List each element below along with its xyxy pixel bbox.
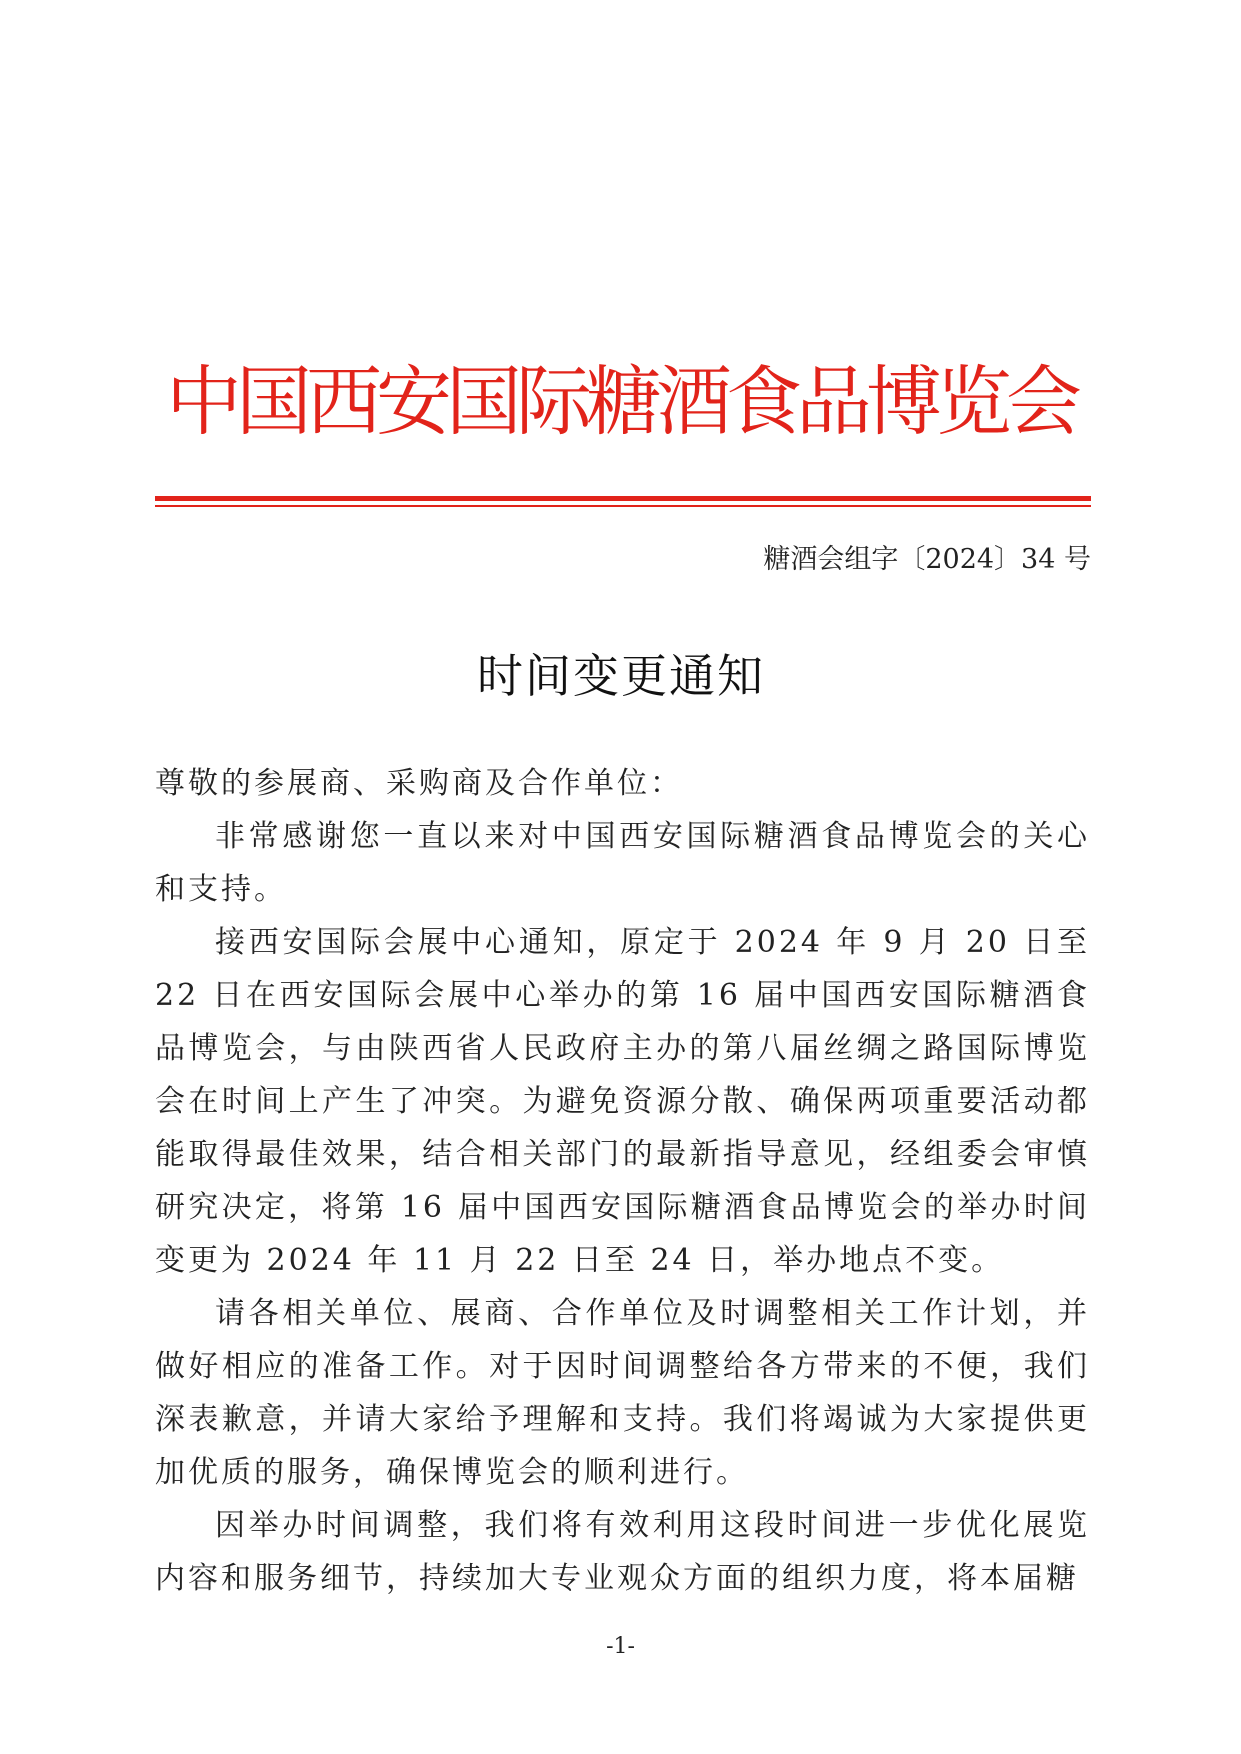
body-paragraph: 因举办时间调整，我们将有效利用这段时间进一步优化展览内容和服务细节，持续加大专业观众方面的组织力度，将本届糖 — [155, 1508, 1090, 1596]
organization-header: 中国西安国际糖酒食品博览会 — [166, 357, 1076, 446]
body-paragraph: 非常感谢您一直以来对中国西安国际糖酒食品博览会的关心和支持。 — [155, 819, 1090, 907]
document-title: 时间变更通知 — [477, 649, 765, 703]
body-paragraph: 接西安国际会展中心通知，原定于 2024 年 9 月 20 日至 22 日在西安国际会展中心举办的第 16 届中国西安国际糖酒食品博览会，与由陕西省人民政府主办的第八届丝绸之路国际博览会在时间上产生了冲突。为避免资源分散、确保两项重要活动都能取得最佳效果，结合相关部门的最新指导意见，经组委会审慎研究决定，将第 16 届中国西安国际糖酒食品博览会的举办时间变更为 2024 年 11 月 22 日至 24 日，举办地点不变。 — [155, 925, 1090, 1278]
header-divider-thick — [155, 496, 1091, 501]
header-divider-thin — [155, 505, 1091, 507]
document-body — [155, 757, 1090, 1605]
document-number: 糖酒会组字〔2024〕34 号 — [763, 544, 1091, 575]
page-number: -1- — [606, 1634, 635, 1659]
salutation: 尊敬的参展商、采购商及合作单位： — [155, 766, 683, 801]
body-paragraph: 请各相关单位、展商、合作单位及时调整相关工作计划，并做好相应的准备工作。对于因时间调整给各方带来的不便，我们深表歉意，并请大家给予理解和支持。我们将竭诚为大家提供更加优质的服务，确保博览会的顺利进行。 — [155, 1296, 1090, 1490]
